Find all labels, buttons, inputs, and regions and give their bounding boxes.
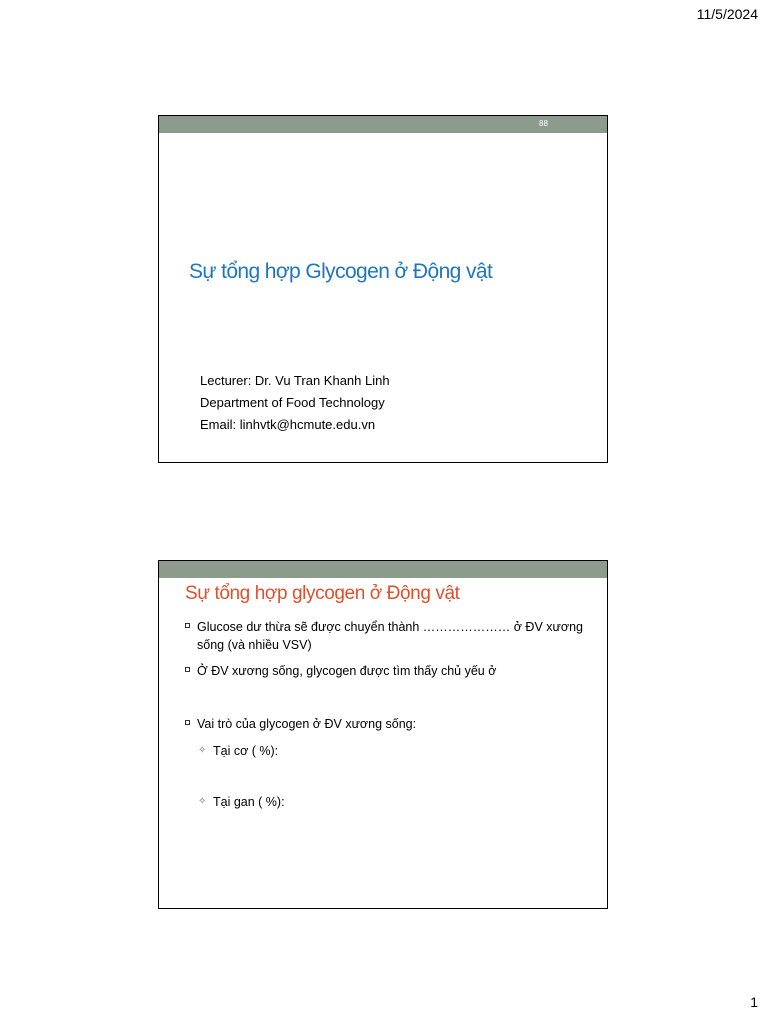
slide-number: 88 bbox=[539, 119, 548, 128]
page-date: 11/5/2024 bbox=[696, 6, 758, 22]
bullet-text-line: Ở ĐV xương sống, glycogen được tìm thấy chủ yếu ở bbox=[197, 664, 497, 678]
bullet-text-line: Vai trò của glycogen ở ĐV xương sống: bbox=[197, 717, 417, 731]
bullet-item bbox=[197, 618, 583, 654]
slide-header-bar bbox=[159, 561, 607, 578]
sub-bullet-text: Tại gan ( %): bbox=[213, 795, 285, 809]
sub-bullet-item bbox=[198, 793, 285, 811]
lecturer-name: Lecturer: Dr. Vu Tran Khanh Linh bbox=[200, 373, 390, 388]
lecturer-info bbox=[200, 370, 390, 436]
slide-content bbox=[158, 560, 608, 909]
slide-title-text: Sự tổng hợp Glycogen ở Động vật bbox=[189, 260, 493, 283]
square-bullet-icon bbox=[185, 623, 190, 628]
email: Email: linhvtk@hcmute.edu.vn bbox=[200, 417, 376, 432]
slide-title bbox=[158, 115, 608, 463]
bullet-item bbox=[197, 662, 496, 680]
diamond-bullet-icon: ✧ bbox=[198, 796, 207, 807]
square-bullet-icon bbox=[185, 667, 190, 672]
bullet-text-line: sống (và nhiều VSV) bbox=[197, 638, 312, 652]
page-number: 1 bbox=[750, 994, 758, 1010]
diamond-bullet-icon: ✧ bbox=[198, 745, 207, 756]
square-bullet-icon bbox=[185, 720, 190, 725]
bullet-text-line: Glucose dư thừa sẽ được chuyển thành ………………… ở ĐV xương bbox=[197, 620, 583, 634]
sub-bullet-text: Tại cơ ( %): bbox=[213, 744, 279, 758]
department: Department of Food Technology bbox=[200, 395, 385, 410]
bullet-item bbox=[197, 715, 416, 733]
sub-bullet-item bbox=[198, 742, 279, 760]
slide-heading: Sự tổng hợp glycogen ở Động vật bbox=[185, 583, 460, 604]
slide-header-bar bbox=[159, 116, 607, 133]
